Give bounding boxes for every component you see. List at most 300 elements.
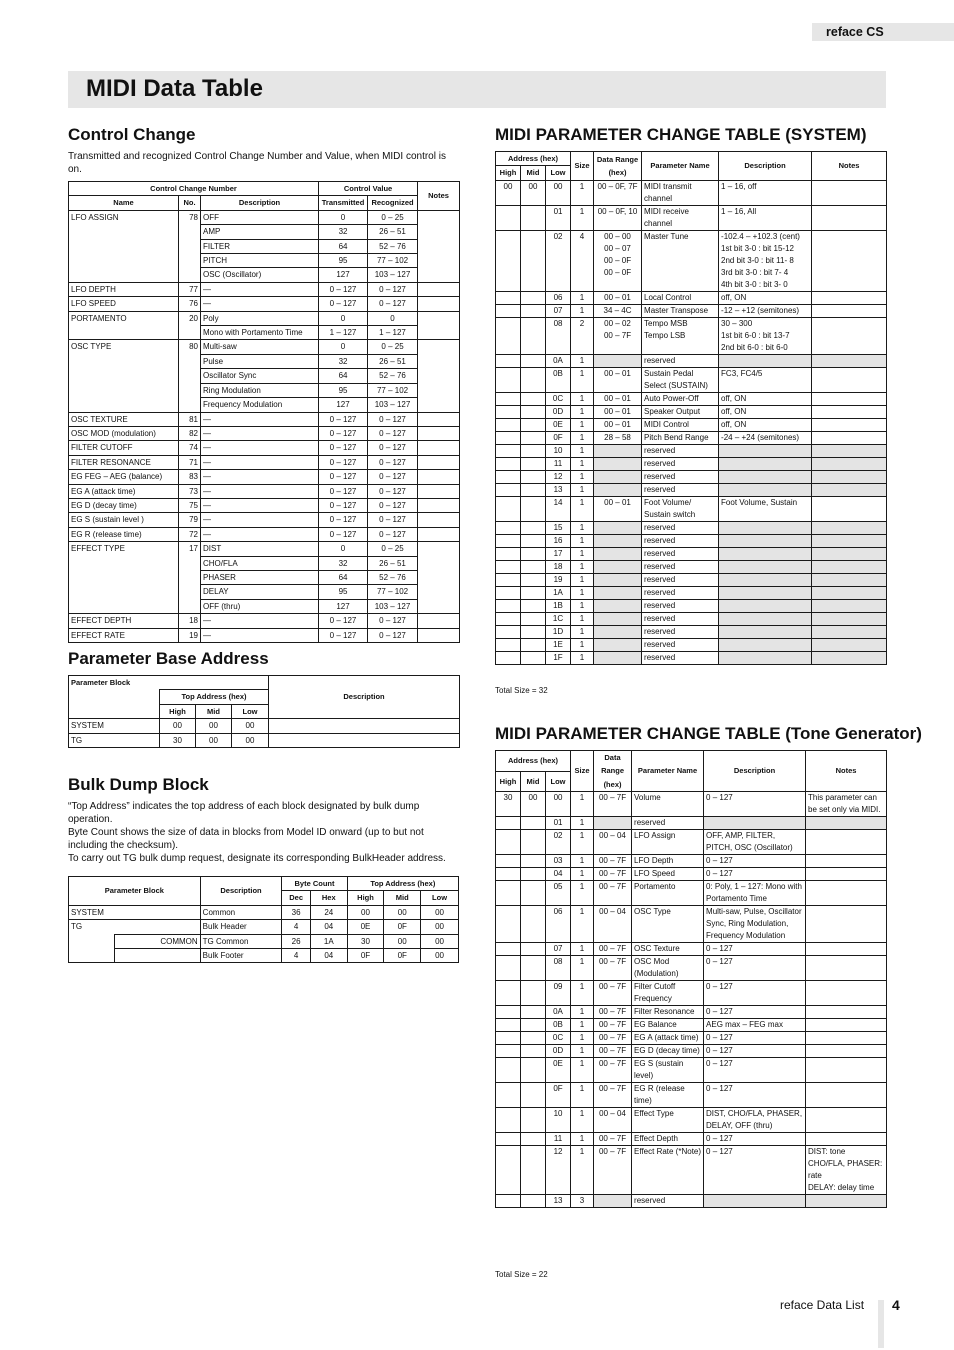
bd-mid-cell: 0F — [384, 920, 421, 934]
cc-rx-cell: 1 – 127 — [368, 326, 418, 340]
cc-desc-cell: — — [201, 628, 319, 642]
cc-row — [69, 441, 460, 455]
tg-row — [496, 943, 887, 956]
sys-size-cell: 1 — [571, 291, 594, 304]
cc-desc-cell: FILTER — [201, 239, 319, 253]
pb-row — [69, 719, 460, 733]
tg-row — [496, 1006, 887, 1019]
cc-rx-cell: 0 – 127 — [368, 527, 418, 541]
tg-size-cell: 1 — [571, 792, 594, 817]
sys-size-cell: 1 — [571, 573, 594, 586]
tg-mid-cell — [521, 1146, 546, 1195]
sys-size-cell: 1 — [571, 612, 594, 625]
pb-block-cell: SYSTEM — [69, 719, 160, 733]
sys-desc-cell — [719, 599, 812, 612]
pb-low-header: Low — [232, 704, 269, 718]
sys-low-cell: 10 — [546, 444, 571, 457]
pb-desc-cell — [269, 733, 460, 747]
sys-range-cell — [594, 534, 642, 547]
cc-row — [69, 311, 460, 325]
cc-rx-cell: 0 – 25 — [368, 340, 418, 354]
page-tab — [878, 1300, 884, 1348]
sys-size-cell: 1 — [571, 367, 594, 392]
tg-size-cell: 1 — [571, 855, 594, 868]
cc-desc-header: Description — [201, 196, 319, 210]
cc-tx-cell: 0 – 127 — [319, 441, 368, 455]
tg-desc-cell: 0 – 127 — [704, 1083, 806, 1108]
tg-size-cell: 1 — [571, 1108, 594, 1133]
sys-low-cell: 0D — [546, 405, 571, 418]
cc-row — [69, 527, 460, 541]
bd-block-header: Parameter Block — [69, 877, 201, 906]
cc-rx-cell: 0 – 127 — [368, 282, 418, 296]
sys-notes-cell — [812, 354, 887, 367]
sys-mid-cell — [521, 354, 546, 367]
sys-high-cell — [496, 230, 521, 291]
tg-notes-cell — [806, 1195, 887, 1208]
cc-row — [69, 628, 460, 642]
tg-row — [496, 792, 887, 817]
sys-name-cell: Master Tune — [642, 230, 719, 291]
tg-mid-cell — [521, 881, 546, 906]
sys-notes-cell — [812, 230, 887, 291]
sys-range-cell: 00 – 00 00 – 07 00 – 0F 00 – 0F — [594, 230, 642, 291]
sys-desc-cell — [719, 573, 812, 586]
bd-sub-cell: COMMON — [114, 934, 200, 948]
sys-range-cell: 00 – 02 00 – 7F — [594, 317, 642, 354]
tg-high-cell — [496, 855, 521, 868]
sys-range-cell — [594, 560, 642, 573]
sys-desc-cell: off, ON — [719, 392, 812, 405]
sys-mid-cell — [521, 304, 546, 317]
pb-block-header: Parameter Block — [69, 676, 269, 690]
sys-size-cell: 1 — [571, 599, 594, 612]
sys-size-cell: 1 — [571, 651, 594, 664]
tg-table-heading: MIDI PARAMETER CHANGE TABLE (Tone Generator) — [495, 724, 922, 743]
sys-notes-cell — [812, 418, 887, 431]
cc-rx-cell: 77 – 102 — [368, 585, 418, 599]
cc-tx-cell: 127 — [319, 398, 368, 412]
cc-tx-cell: 95 — [319, 383, 368, 397]
tg-mid-cell — [521, 1083, 546, 1108]
tg-high-cell — [496, 1146, 521, 1195]
sys-desc-cell — [719, 457, 812, 470]
tg-notes-cell: This parameter can be set only via MIDI. — [806, 792, 887, 817]
sys-notes-header: Notes — [812, 152, 887, 181]
tg-row — [496, 1108, 887, 1133]
tg-notes-cell — [806, 943, 887, 956]
sys-size-cell: 1 — [571, 180, 594, 205]
tg-desc-cell: 0 – 127 — [704, 956, 806, 981]
tg-size-cell: 1 — [571, 817, 594, 830]
tg-mid-cell — [521, 956, 546, 981]
sys-high-cell — [496, 317, 521, 354]
cc-name-cell: OSC TEXTURE — [69, 412, 179, 426]
sys-desc-cell: Foot Volume, Sustain — [719, 496, 812, 521]
bd-mid-cell: 0F — [384, 949, 421, 963]
cc-no-cell: 18 — [179, 614, 201, 628]
sys-desc-cell: off, ON — [719, 405, 812, 418]
tg-high-cell — [496, 981, 521, 1006]
sys-row — [496, 418, 887, 431]
cc-name-cell: LFO SPEED — [69, 297, 179, 311]
cc-name-header: Name — [69, 196, 179, 210]
tg-low-cell: 0C — [546, 1032, 571, 1045]
tg-size-cell: 1 — [571, 881, 594, 906]
tg-notes-cell — [806, 1133, 887, 1146]
cc-tx-cell: 0 – 127 — [319, 470, 368, 484]
cc-row — [69, 484, 460, 498]
tg-desc-cell: 0 – 127 — [704, 1133, 806, 1146]
cc-notes-cell — [418, 498, 460, 512]
bd-dec-cell: 4 — [282, 949, 311, 963]
cc-rx-cell: 0 – 127 — [368, 426, 418, 440]
tg-notes-header: Notes — [806, 751, 887, 792]
tg-range-cell: 00 – 7F — [594, 792, 632, 817]
tg-range-cell — [594, 1195, 632, 1208]
sys-mid-cell — [521, 573, 546, 586]
control-change-table — [68, 181, 460, 643]
cc-desc-cell: — — [201, 297, 319, 311]
sys-desc-cell — [719, 625, 812, 638]
tg-desc-header: Description — [704, 751, 806, 792]
sys-range-cell: 00 – 01 — [594, 405, 642, 418]
sys-name-cell: MIDI receive channel — [642, 205, 719, 230]
sys-notes-cell — [812, 367, 887, 392]
cc-no-cell: 77 — [179, 282, 201, 296]
tg-low-cell: 11 — [546, 1133, 571, 1146]
tg-high-cell — [496, 830, 521, 855]
sys-range-cell — [594, 586, 642, 599]
sys-desc-cell — [719, 651, 812, 664]
sys-name-cell: reserved — [642, 612, 719, 625]
cc-notes-cell — [418, 628, 460, 642]
cc-tx-cell: 0 – 127 — [319, 498, 368, 512]
cc-notes-cell — [418, 455, 460, 469]
tg-row — [496, 1032, 887, 1045]
tg-name-header: Parameter Name — [632, 751, 704, 792]
bd-sub-cell — [114, 949, 200, 963]
tg-range-cell: 00 – 04 — [594, 1108, 632, 1133]
cc-tx-cell: 0 — [319, 210, 368, 224]
sys-row — [496, 534, 887, 547]
sys-mid-cell — [521, 560, 546, 573]
tg-low-cell: 06 — [546, 906, 571, 943]
cc-rx-cell: 0 – 127 — [368, 614, 418, 628]
sys-low-cell: 1C — [546, 612, 571, 625]
cc-tx-cell: 0 — [319, 542, 368, 556]
bd-row — [69, 905, 459, 919]
tg-high-cell — [496, 817, 521, 830]
pb-high-cell: 30 — [160, 733, 196, 747]
tg-notes-cell — [806, 1083, 887, 1108]
sys-size-cell: 1 — [571, 534, 594, 547]
sys-row — [496, 521, 887, 534]
tg-notes-cell — [806, 830, 887, 855]
cc-desc-cell: — — [201, 470, 319, 484]
tg-range-cell: 00 – 7F — [594, 881, 632, 906]
cc-row — [69, 455, 460, 469]
cc-rx-cell: 77 – 102 — [368, 383, 418, 397]
sys-mid-cell — [521, 638, 546, 651]
sys-mid-cell — [521, 392, 546, 405]
sys-range-cell — [594, 457, 642, 470]
bd-bytecount-header: Byte Count — [282, 877, 347, 891]
cc-desc-cell: DELAY — [201, 585, 319, 599]
cc-row — [69, 614, 460, 628]
tg-notes-cell — [806, 1006, 887, 1019]
cc-name-cell: FILTER RESONANCE — [69, 455, 179, 469]
sys-row — [496, 547, 887, 560]
tg-row — [496, 1019, 887, 1032]
bd-high-cell: 30 — [347, 934, 384, 948]
sys-size-cell: 1 — [571, 354, 594, 367]
bd-low-header: Low — [421, 891, 459, 905]
tg-name-cell: Portamento — [632, 881, 704, 906]
cc-number-header: Control Change Number — [69, 182, 319, 196]
sys-notes-cell — [812, 612, 887, 625]
cc-desc-cell: — — [201, 527, 319, 541]
tg-name-cell: OSC Type — [632, 906, 704, 943]
bd-mid-header: Mid — [384, 891, 421, 905]
cc-name-cell: EG FEG – AEG (balance) — [69, 470, 179, 484]
tg-mid-cell — [521, 855, 546, 868]
sys-range-cell — [594, 444, 642, 457]
tg-desc-cell: 0 – 127 — [704, 868, 806, 881]
tg-row — [496, 906, 887, 943]
bd-dec-cell: 4 — [282, 920, 311, 934]
control-change-intro — [68, 150, 460, 176]
cc-name-cell: EFFECT DEPTH — [69, 614, 179, 628]
sys-name-cell: MIDI Control — [642, 418, 719, 431]
cc-rx-cell: 0 – 127 — [368, 513, 418, 527]
sys-high-cell — [496, 354, 521, 367]
tg-size-cell: 1 — [571, 1146, 594, 1195]
sys-size-cell: 1 — [571, 521, 594, 534]
sys-row — [496, 625, 887, 638]
sys-notes-cell — [812, 317, 887, 354]
sys-row — [496, 612, 887, 625]
system-table-heading: MIDI PARAMETER CHANGE TABLE (SYSTEM) — [495, 125, 867, 144]
tg-range-cell: 00 – 7F — [594, 1019, 632, 1032]
cc-value-header: Control Value — [319, 182, 418, 196]
pb-desc-header: Description — [269, 676, 460, 719]
cc-notes-cell — [418, 441, 460, 455]
sys-size-cell: 2 — [571, 317, 594, 354]
tg-mid-cell: 00 — [521, 792, 546, 817]
tg-name-cell: reserved — [632, 817, 704, 830]
sys-name-cell: Tempo MSB Tempo LSB — [642, 317, 719, 354]
cc-rx-cell: 26 – 51 — [368, 354, 418, 368]
page-title: MIDI Data Table — [86, 75, 263, 102]
tg-notes-cell — [806, 881, 887, 906]
cc-desc-cell: CHO/FLA — [201, 556, 319, 570]
sys-row — [496, 354, 887, 367]
bulk-para-2: Byte Count shows the size of data in blocks from Model ID onward (up to but not including the checksum). — [68, 827, 424, 851]
sys-size-cell: 1 — [571, 457, 594, 470]
tg-row — [496, 1083, 887, 1108]
sys-range-cell: 00 – 0F, 10 — [594, 205, 642, 230]
sys-low-header: Low — [546, 166, 571, 180]
pb-high-cell: 00 — [160, 719, 196, 733]
tg-range-cell: 00 – 04 — [594, 906, 632, 943]
tg-desc-cell: 0 – 127 — [704, 1006, 806, 1019]
tg-size-cell: 1 — [571, 868, 594, 881]
tg-mid-cell — [521, 943, 546, 956]
brand-label: reface CS — [826, 25, 884, 39]
sys-high-cell — [496, 483, 521, 496]
tg-size-cell: 1 — [571, 943, 594, 956]
sys-row — [496, 573, 887, 586]
cc-notes-cell — [418, 210, 460, 282]
sys-row — [496, 560, 887, 573]
sys-mid-cell — [521, 230, 546, 291]
cc-tx-cell: 0 — [319, 340, 368, 354]
cc-name-cell: FILTER CUTOFF — [69, 441, 179, 455]
tg-desc-cell: 0 – 127 — [704, 981, 806, 1006]
tg-high-cell — [496, 1019, 521, 1032]
sys-notes-cell — [812, 444, 887, 457]
tg-low-cell: 02 — [546, 830, 571, 855]
tg-mid-cell — [521, 817, 546, 830]
cc-desc-cell: Pulse — [201, 354, 319, 368]
cc-rx-cell: 77 – 102 — [368, 254, 418, 268]
sys-notes-cell — [812, 291, 887, 304]
cc-row — [69, 542, 460, 556]
sys-high-cell — [496, 457, 521, 470]
cc-name-cell: EFFECT TYPE — [69, 542, 179, 614]
sys-row — [496, 586, 887, 599]
tg-mid-cell — [521, 1019, 546, 1032]
sys-name-cell: reserved — [642, 625, 719, 638]
sys-size-cell: 1 — [571, 431, 594, 444]
sys-high-cell — [496, 418, 521, 431]
cc-rx-cell: 52 – 76 — [368, 239, 418, 253]
cc-rx-cell: 0 – 127 — [368, 498, 418, 512]
cc-tx-cell: 0 — [319, 311, 368, 325]
bd-dec-cell: 36 — [282, 905, 311, 919]
tg-high-cell — [496, 943, 521, 956]
sys-name-header: Parameter Name — [642, 152, 719, 181]
sys-notes-cell — [812, 651, 887, 664]
tg-high-cell — [496, 1133, 521, 1146]
tg-notes-cell: DIST: tone CHO/FLA, PHASER: rate DELAY: delay time — [806, 1146, 887, 1195]
cc-desc-cell: OFF (thru) — [201, 599, 319, 613]
bd-dec-header: Dec — [282, 891, 311, 905]
pb-top-header: Top Address (hex) — [160, 690, 269, 704]
cc-rx-cell: 0 – 127 — [368, 297, 418, 311]
bulk-para-3: To carry out TG bulk dump request, designate its corresponding BulkHeader address. — [68, 853, 446, 864]
sys-low-cell: 0F — [546, 431, 571, 444]
tg-name-cell: EG S (sustain level) — [632, 1058, 704, 1083]
tg-mid-cell — [521, 1006, 546, 1019]
bd-high-cell: 00 — [347, 905, 384, 919]
sys-name-cell: reserved — [642, 560, 719, 573]
sys-name-cell: MIDI transmit channel — [642, 180, 719, 205]
sys-row — [496, 392, 887, 405]
sys-range-cell — [594, 612, 642, 625]
sys-low-cell: 16 — [546, 534, 571, 547]
tg-size-cell: 1 — [571, 1032, 594, 1045]
tg-size-cell: 1 — [571, 1058, 594, 1083]
sys-name-cell: Auto Power-Off — [642, 392, 719, 405]
sys-low-cell: 0B — [546, 367, 571, 392]
sys-size-cell: 1 — [571, 470, 594, 483]
sys-low-cell: 1E — [546, 638, 571, 651]
tg-size-cell: 1 — [571, 830, 594, 855]
sys-mid-cell — [521, 470, 546, 483]
cc-row — [69, 210, 460, 224]
sys-desc-cell — [719, 638, 812, 651]
sys-notes-cell — [812, 405, 887, 418]
cc-rx-cell: 103 – 127 — [368, 599, 418, 613]
tg-notes-cell — [806, 1019, 887, 1032]
tg-desc-cell: OFF, AMP, FILTER, PITCH, OSC (Oscillator) — [704, 830, 806, 855]
cc-tx-cell: 0 – 127 — [319, 282, 368, 296]
sys-notes-cell — [812, 599, 887, 612]
sys-low-cell: 15 — [546, 521, 571, 534]
cc-row — [69, 498, 460, 512]
cc-rx-cell: 0 – 25 — [368, 542, 418, 556]
bd-hex-header: Hex — [310, 891, 347, 905]
sys-low-cell: 17 — [546, 547, 571, 560]
tg-row — [496, 981, 887, 1006]
cc-desc-cell: Poly — [201, 311, 319, 325]
tg-size-cell: 1 — [571, 1019, 594, 1032]
cc-notes-cell — [418, 513, 460, 527]
tg-range-cell: 00 – 7F — [594, 1058, 632, 1083]
sys-high-cell — [496, 496, 521, 521]
tg-low-cell: 03 — [546, 855, 571, 868]
tg-mid-cell — [521, 1058, 546, 1083]
pb-high-header: High — [160, 704, 196, 718]
sys-range-cell — [594, 638, 642, 651]
sys-name-cell: Pitch Bend Range — [642, 431, 719, 444]
sys-low-cell: 1B — [546, 599, 571, 612]
sys-mid-cell — [521, 625, 546, 638]
sys-notes-cell — [812, 638, 887, 651]
tg-addr-header: Address (hex) — [496, 751, 571, 772]
sys-low-cell: 07 — [546, 304, 571, 317]
sys-mid-cell — [521, 457, 546, 470]
sys-name-cell: Speaker Output — [642, 405, 719, 418]
bd-row — [69, 920, 459, 934]
brand-tab — [812, 23, 954, 41]
sys-high-cell — [496, 534, 521, 547]
page-number: 4 — [892, 1297, 900, 1313]
sys-low-cell: 12 — [546, 470, 571, 483]
cc-name-cell: OSC MOD (modulation) — [69, 426, 179, 440]
sys-low-cell: 0C — [546, 392, 571, 405]
cc-row — [69, 470, 460, 484]
sys-high-cell — [496, 547, 521, 560]
cc-desc-cell: Frequency Modulation — [201, 398, 319, 412]
tg-name-cell: Filter Cutoff Frequency — [632, 981, 704, 1006]
tg-mid-cell — [521, 906, 546, 943]
cc-no-cell: 79 — [179, 513, 201, 527]
cc-desc-cell: Multi-saw — [201, 340, 319, 354]
sys-notes-cell — [812, 483, 887, 496]
sys-mid-cell — [521, 612, 546, 625]
cc-desc-cell: PHASER — [201, 570, 319, 584]
tg-high-cell — [496, 1006, 521, 1019]
cc-no-cell: 81 — [179, 412, 201, 426]
tg-desc-cell: AEG max – FEG max — [704, 1019, 806, 1032]
tg-total-size: Total Size = 22 — [495, 1270, 548, 1279]
cc-row — [69, 340, 460, 354]
tg-high-cell — [496, 1032, 521, 1045]
cc-notes-header: Notes — [418, 182, 460, 211]
